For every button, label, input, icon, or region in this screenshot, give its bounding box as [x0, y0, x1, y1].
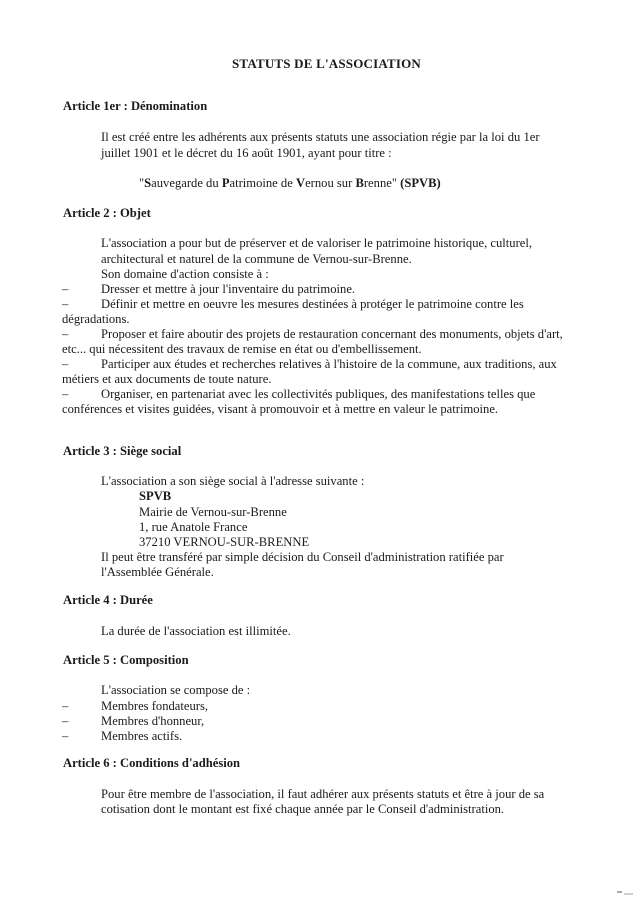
bullet-dash: –	[62, 387, 69, 401]
name-initial-p: P	[221, 176, 230, 190]
name-part-a: auvegarde du	[151, 176, 222, 190]
objective-4-line-2: métiers et aux documents de toute nature.	[62, 372, 272, 386]
article-2-para-2: architectural et naturel de la commune de Vernou-sur-Brenne.	[101, 252, 412, 266]
article-1-line-1: Il est créé entre les adhérents aux présents statuts une association régie par la loi du 1er	[101, 130, 540, 144]
article-3-transfer-1: Il peut être transféré par simple décision du Conseil d'administration ratifiée par	[101, 550, 504, 564]
document-title: STATUTS DE L'ASSOCIATION	[232, 56, 422, 71]
objective-2-line-2: dégradations.	[62, 312, 130, 326]
objective-4-line-1: Participer aux études et recherches relatives à l'histoire de la commune, aux traditions, aux	[101, 357, 557, 371]
article-3-intro: L'association a son siège social à l'adresse suivante :	[101, 474, 365, 488]
name-initial-v: V	[295, 176, 306, 190]
member-type-2: Membres d'honneur,	[101, 714, 205, 728]
objective-3-line-1: Proposer et faire aboutir des projets de restauration concernant des monuments, objets d'art,	[101, 327, 563, 341]
name-quote: "	[139, 176, 145, 190]
association-name	[139, 176, 441, 191]
bullet-dash: –	[62, 729, 69, 743]
bullet-dash: –	[62, 327, 69, 341]
address-line-3: 37210 VERNOU-SUR-BRENNE	[139, 535, 310, 549]
scan-artifact-icon	[616, 890, 634, 896]
objective-1: Dresser et mettre à jour l'inventaire du patrimoine.	[101, 282, 356, 296]
objective-5-line-1: Organiser, en partenariat avec les collectivités publiques, des manifestations telles que	[101, 387, 536, 401]
article-6-line-1: Pour être membre de l'association, il faut adhérer aux présents statuts et être à jour de sa	[101, 787, 545, 801]
name-part-b: atrimoine de	[229, 176, 296, 190]
article-3-transfer-2: l'Assemblée Générale.	[101, 565, 214, 579]
article-6-line-2: cotisation dont le montant est fixé chaque année par le Conseil d'administration.	[101, 802, 505, 816]
bullet-dash: –	[62, 357, 69, 371]
bullet-dash: –	[62, 282, 69, 296]
article-3-heading: Article 3 : Siège social	[63, 444, 182, 458]
name-part-d: renne"	[363, 176, 401, 190]
article-4-text: La durée de l'association est illimitée.	[101, 624, 291, 638]
address-line-2: 1, rue Anatole France	[139, 520, 248, 534]
article-1-heading: Article 1er : Dénomination	[63, 99, 208, 113]
bullet-dash: –	[62, 699, 69, 713]
bullet-dash: –	[62, 297, 69, 311]
objective-2-line-1: Définir et mettre en oeuvre les mesures destinées à protéger le patrimoine contre les	[101, 297, 524, 311]
name-initial-b: B	[355, 176, 364, 190]
article-2-para-3: Son domaine d'action consiste à :	[101, 267, 269, 281]
objective-3-line-2: etc... qui nécessitent des travaux de remise en état ou d'embellissement.	[62, 342, 422, 356]
name-part-c: ernou sur	[305, 176, 356, 190]
name-abbreviation: (SPVB)	[400, 176, 441, 190]
member-type-1: Membres fondateurs,	[101, 699, 209, 713]
article-2-heading: Article 2 : Objet	[63, 206, 151, 220]
member-type-3: Membres actifs.	[101, 729, 183, 743]
article-5-heading: Article 5 : Composition	[63, 653, 189, 667]
article-1-line-2: juillet 1901 et le décret du 16 août 1901, ayant pour titre :	[101, 146, 392, 160]
address-name: SPVB	[139, 489, 172, 503]
article-2-para-1: L'association a pour but de préserver et de valoriser le patrimoine historique, culturel,	[101, 236, 533, 250]
article-5-intro: L'association se compose de :	[101, 683, 251, 697]
name-initial-s: S	[144, 176, 152, 190]
bullet-dash: –	[62, 714, 69, 728]
address-line-1: Mairie de Vernou-sur-Brenne	[139, 505, 287, 519]
article-6-heading: Article 6 : Conditions d'adhésion	[63, 756, 241, 770]
objective-5-line-2: conférences et visites guidées, visant à promouvoir et à mettre en valeur le patrimoine.	[62, 402, 499, 416]
article-4-heading: Article 4 : Durée	[63, 593, 153, 607]
